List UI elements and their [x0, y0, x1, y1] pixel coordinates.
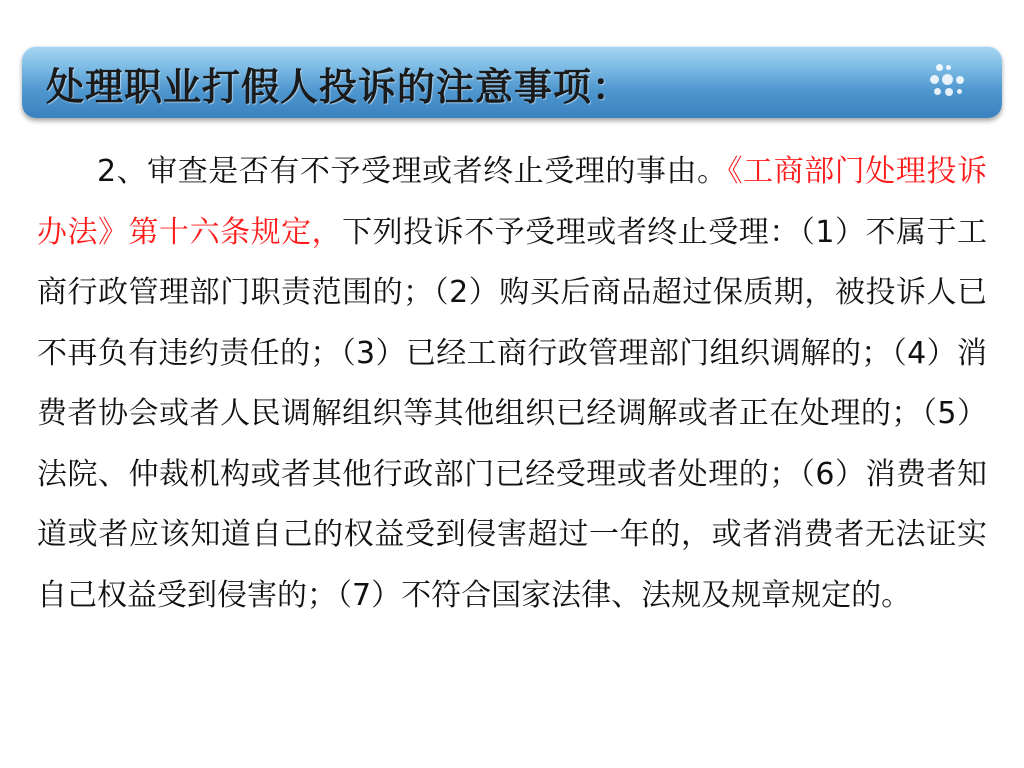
body-paragraph: [37, 142, 987, 626]
paragraph-intro: 2、审查是否有不予受理或者终止受理的事由。: [97, 154, 728, 189]
slide-title: 处理职业打假人投诉的注意事项：: [46, 65, 632, 109]
title-bar: [22, 46, 1002, 118]
paragraph-body: 下列投诉不予受理或者终止受理：（1）不属于工商行政管理部门职责范围的；（2）购买后商品超过保质期，被投诉人已不再负有违约责任的；（3）已经工商行政管理部门组织调解的；（4）消费者协会或者人民调解组织等其他组织已经调解或者正在处理的；（5）法院、仲裁机构或者其他行政部门已经受理或者处理的；（6）消费者知道或者应该知道自己的权益受到侵害超过一年的，或者消费者无法证实自己权益受到侵害的；（7）不符合国家法律、法规及规章规定的。: [37, 214, 988, 613]
dots-icon: [928, 62, 968, 102]
regulation-citation: 《工商部门处理投诉办法》第十六条规定，: [37, 154, 987, 250]
